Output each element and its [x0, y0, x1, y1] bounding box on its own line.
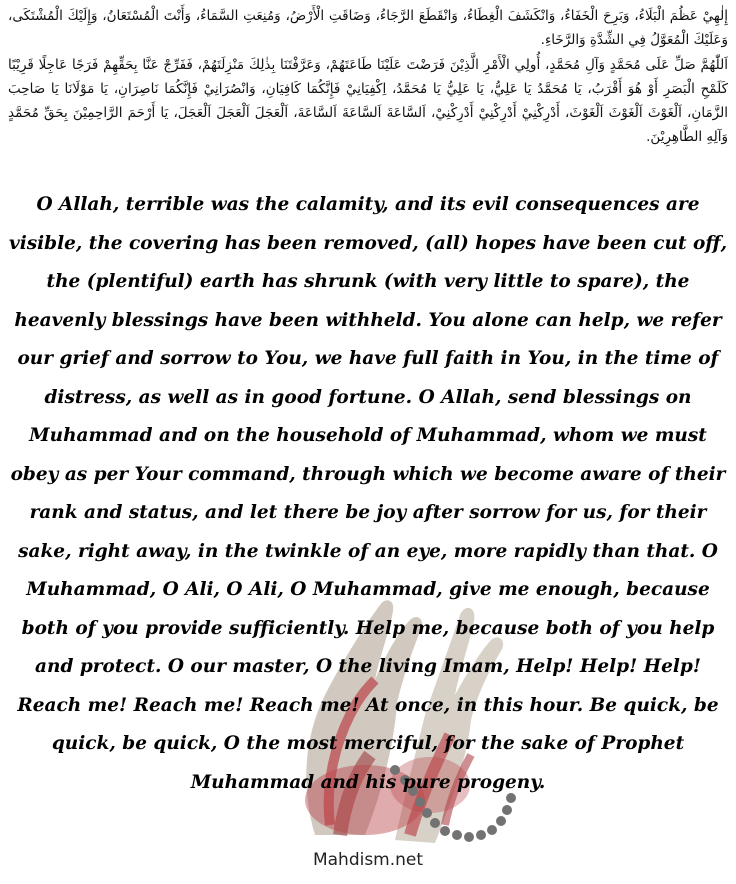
arabic-dua-text — [8, 4, 728, 150]
site-watermark: Mahdism.net — [312, 850, 424, 870]
arabic-paragraph-2: اَللّٰهُمَّ صَلِّ عَلَى مُحَمَّدٍ وَآلِ مُحَمَّدٍ، أُولِي الْأَمْرِ الَّذِيْنَ فَرَضْتَ عَلَيْنَا طَاعَتَهُمْ، وَعَرَّفْتَنَا بِذٰلِكَ مَنْزِلَتَهُمْ، فَفَرِّجْ عَنَّا بِحَقِّهِمْ فَرَجًا عَاجِلًا قَرِيْبًا كَلَمْحِ الْبَصَرِ أَوْ هُوَ أَقْرَبُ، يَا مُحَمَّدُ يَا عَلِيُّ، يَا عَلِيُّ يَا مُحَمَّدُ، اِكْفِيَانِيْ فَإِنَّكُمَا كَافِيَانِ، وَانْصُرَانِيْ فَإِنَّكُمَا نَاصِرَانِ، يَا مَوْلَانَا يَا صَاحِبَ الزَّمَانِ، اَلْغَوْثَ اَلْغَوْثَ اَلْغَوْثَ، أَدْرِكْنِيْ أَدْرِكْنِيْ أَدْرِكْنِيْ، اَلسَّاعَةَ اَلسَّاعَةَ اَلسَّاعَةَ، اَلْعَجَلَ اَلْعَجَلَ اَلْعَجَلَ، يَا أَرْحَمَ الرَّاحِمِيْنَ بِحَقِّ مُحَمَّدٍ وَآلِهِ الطَّاهِرِيْنَ. — [8, 57, 728, 145]
arabic-paragraph-1: إِلٰهِيْ عَظُمَ الْبَلَاءُ، وَبَرِحَ الْخَفَاءُ، وَانْكَشَفَ الْغِطَاءُ، وَانْقَطَعَ الرَّجَاءُ، وَضَاقَتِ الْأَرْضُ، وَمُنِعَتِ السَّمَاءُ، وَأَنْتَ الْمُسْتَعَانُ، وَإِلَيْكَ الْمُشْتَكَى، وَعَلَيْكَ الْمُعَوَّلُ فِي الشِّدَّةِ وَالرَّخَاءِ. — [8, 8, 728, 48]
english-translation: O Allah, terrible was the calamity, and its evil consequences are visible, the covering has been removed, (all) hopes have been cut off, the (plentiful) earth has shrunk (with very little to spare), the heavenly blessings have been withheld. You alone can help, we refer our grief and sorrow to You, we have full faith in You, in the time of distress, as well as in good fortune. O Allah, send blessings on Muhammad and on the household of Muhammad, whom we must obey as per Your command, through which we become aware of their rank and status, and let there be joy after sorrow for us, for their sake, right away, in the twinkle of an eye, more rapidly than that. O Muhammad, O Ali, O Ali, O Muhammad, give me enough, because both of you provide sufficiently. Help me, because both of you help and protect. O our master, O the living Imam, Help! Help! Help! Reach me! Reach me! Reach me! At once, in this hour. Be quick, be quick, be quick, O the most merciful, for the sake of Prophet Muhammad and his pure progeny. — [8, 194, 728, 793]
